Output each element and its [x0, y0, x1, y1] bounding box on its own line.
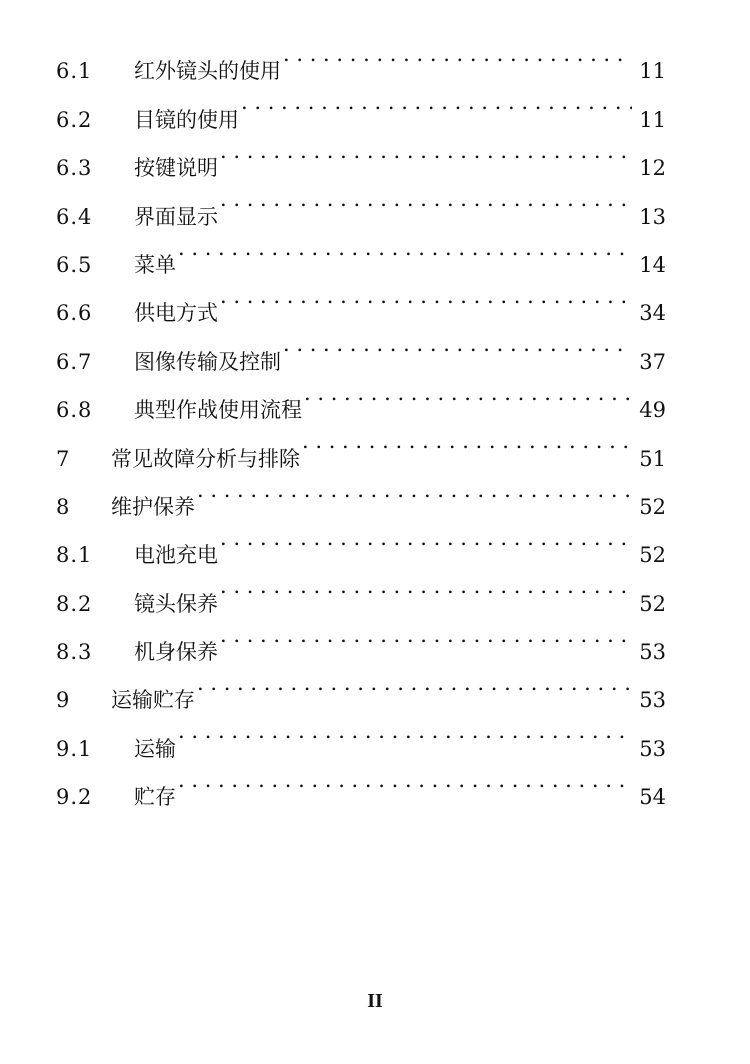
toc-entry-number: 8.1 [56, 543, 93, 568]
toc-entry-title: 典型作战使用流程 [134, 398, 302, 423]
toc-entry-number: 6.5 [56, 252, 93, 277]
toc-entry-number: 6.6 [56, 301, 93, 326]
toc-entry-title: 镜头保养 [134, 591, 218, 616]
toc-dot-leader [220, 562, 632, 610]
toc-dot-leader [220, 127, 632, 175]
toc-entry-page: 53 [639, 736, 666, 761]
toc-dot-leader [178, 224, 632, 272]
toc-entry-title: 运输 [134, 736, 176, 761]
toc-entry-number: 7 [56, 446, 71, 471]
toc-entry-page: 11 [639, 107, 666, 132]
toc-dot-leader [197, 466, 632, 514]
toc-entry-number: 6.8 [56, 398, 93, 423]
toc-dot-leader [220, 611, 632, 659]
toc-entry-number: 9.1 [56, 736, 93, 761]
toc-entry-title: 图像传输及控制 [134, 349, 281, 374]
toc-entry-page: 51 [639, 446, 666, 471]
toc-entry-page: 52 [639, 543, 666, 568]
toc-entry[interactable] [56, 30, 666, 84]
toc-entry-title: 贮存 [134, 785, 176, 810]
toc-entry-number: 6.2 [56, 107, 93, 132]
toc-dot-leader [302, 417, 632, 465]
toc-entry-title: 供电方式 [134, 301, 218, 326]
toc-dot-leader [220, 272, 632, 320]
toc-entry-title: 按键说明 [134, 156, 218, 181]
toc-entry-page: 34 [639, 301, 666, 326]
toc-entry-number: 8 [56, 494, 71, 519]
toc-entry-page: 37 [639, 349, 666, 374]
toc-entry-page: 12 [639, 156, 666, 181]
toc-entry-title: 常见故障分析与排除 [111, 446, 300, 471]
toc-entry-page: 52 [639, 494, 666, 519]
toc-entry-page: 49 [639, 398, 666, 423]
toc-entry-title: 电池充电 [134, 543, 218, 568]
toc-entry-number: 9 [56, 688, 71, 713]
toc-entry-title: 机身保养 [134, 640, 218, 665]
toc-entry-page: 53 [639, 640, 666, 665]
toc-dot-leader [241, 78, 632, 126]
toc-entry-title: 菜单 [134, 252, 176, 277]
toc-dot-leader [178, 707, 632, 755]
toc-entry-page: 53 [639, 688, 666, 713]
toc-entry-page: 14 [639, 252, 666, 277]
toc-entry-title: 维护保养 [111, 494, 195, 519]
toc-dot-leader [283, 320, 632, 368]
toc-dot-leader [220, 175, 632, 223]
toc-entry-number: 6.3 [56, 156, 93, 181]
toc-entry-page: 13 [639, 204, 666, 229]
toc-dot-leader [197, 659, 632, 707]
toc-dot-leader [220, 514, 632, 562]
toc-entry-page: 52 [639, 591, 666, 616]
toc-entry-number: 6.4 [56, 204, 93, 229]
toc-entry-number: 6.1 [56, 59, 93, 84]
toc-dot-leader [304, 369, 632, 417]
toc-entry-page: 11 [639, 59, 666, 84]
toc-entry-number: 8.2 [56, 591, 93, 616]
toc-entry-title: 界面显示 [134, 204, 218, 229]
toc-entry-number: 6.7 [56, 349, 93, 374]
toc-entry-title: 运输贮存 [111, 688, 195, 713]
toc-dot-leader [178, 756, 632, 804]
toc-entry-page: 54 [639, 785, 666, 810]
page-number: II [367, 990, 383, 1012]
toc-entry-title: 目镜的使用 [134, 107, 239, 132]
toc-entry-title: 红外镜头的使用 [134, 59, 281, 84]
table-of-contents [56, 30, 666, 810]
toc-dot-leader [283, 30, 632, 78]
toc-entry-number: 8.3 [56, 640, 93, 665]
toc-entry-number: 9.2 [56, 785, 93, 810]
